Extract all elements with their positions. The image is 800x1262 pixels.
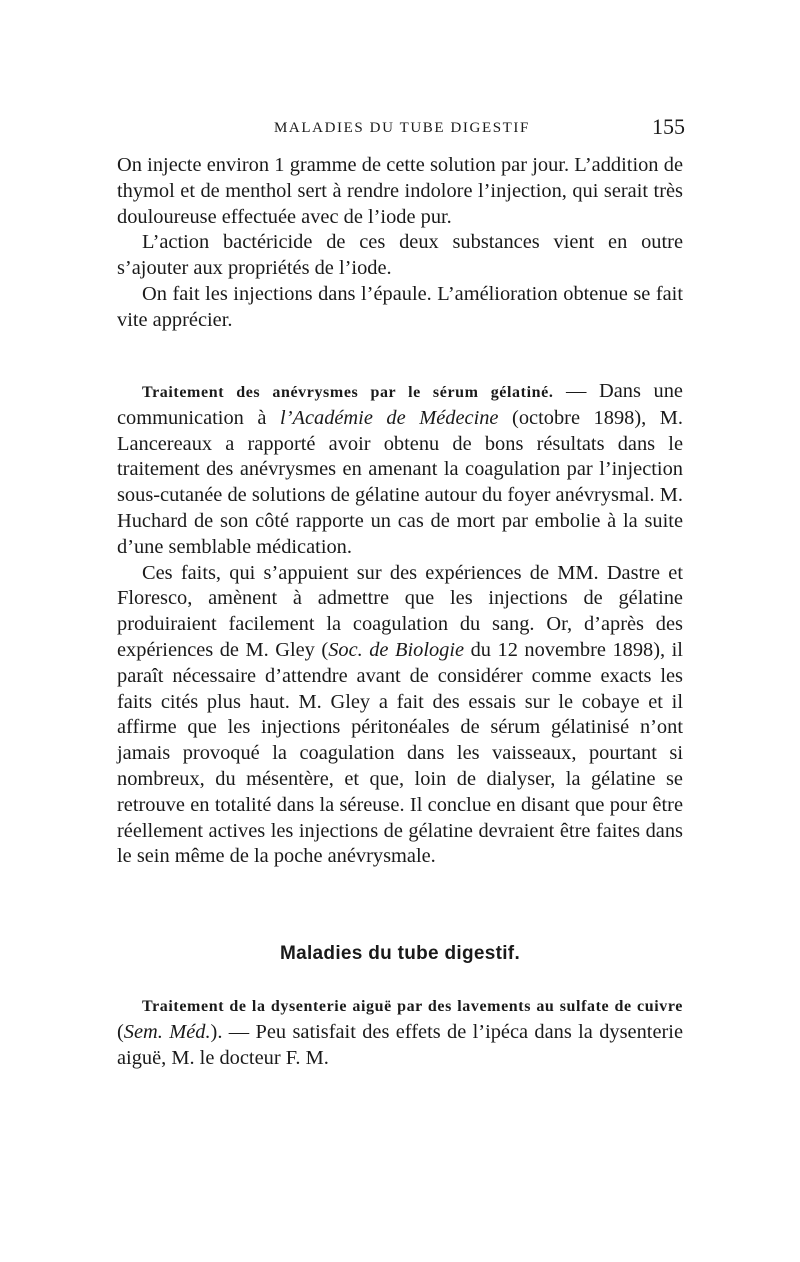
page-number: 155 — [652, 114, 685, 139]
text-run: ( — [117, 1020, 124, 1043]
dash: — — [553, 380, 600, 402]
text-run: Ces faits, qui s’appuient sur des expériences de MM. Dastre et Floresco, amènent à admettre que les injections de gélatine produiraient facilement la coagulation du sang. Or, d’après des expériences de M. Gley ( — [117, 561, 683, 661]
running-title: MALADIES DU TUBE DIGESTIF — [274, 120, 530, 136]
dash: — — [222, 1020, 256, 1043]
journal-name: l’Académie de Médecine — [280, 406, 499, 429]
paragraph: On fait les injections dans l’épaule. L’amélioration obtenue se fait vite apprécier. — [117, 282, 683, 331]
anevrysmes-article — [117, 379, 683, 870]
section-heading: Maladies du tube digestif. — [279, 943, 521, 964]
text-run: (octobre 1898), M. Lancereaux a rapporté avoir obtenu de bons résultats dans le traitement des anévrysmes en amenant la coagulation par l’injection sous-cutanée de solutions de gélatine autour du foyer anévrysmal. M. Huchard de son côté rapporte un cas de mort par embolie à la suite d’une semblable médication. — [117, 406, 684, 558]
paragraph: L’action bactéricide de ces deux substances vient en outre s’ajouter aux propriétés de l’iode. — [117, 231, 683, 280]
thymol-injection-text — [117, 153, 683, 334]
article-paragraph-2 — [117, 561, 683, 871]
text-run: Dans une communication à — [117, 380, 683, 429]
running-head — [110, 114, 685, 142]
article-heading: Traitement de la dysenterie aiguë par des lavements au sulfate de cuivre — [142, 998, 683, 1015]
paragraph: On injecte environ 1 gramme de cette solution par jour. L’addition de thymol et de menthol sert à rendre indolore l’injection, qui serait très douloureuse effectuée avec de l’iode pur. — [117, 154, 683, 228]
text-run: du 12 novembre 1898), il paraît nécessaire d’attendre avant de considérer comme exacts les faits cités plus haut. M. Gley a fait des essais sur le cobaye et il affirme que les injections péritonéales de sérum gélatinisé n’ont jamais provoqué la coagulation dans les vaisseaux, pourtant si nombreux, du mésentère, et que, loin de dialyser, la gélatine se retrouve en totalité dans la séreuse. Il conclue en disant que pour être réellement actives les injections de gélatine devraient être faites dans le sein même de la poche anévrysmale. — [117, 638, 683, 868]
article-heading: Traitement des anévrysmes par le sérum gélatiné. — [142, 384, 554, 401]
text-run: ). — [210, 1020, 223, 1043]
journal-name: Sem. Méd. — [123, 1020, 211, 1043]
article-paragraph-1 — [117, 379, 683, 561]
text-run: Peu satisfait des effets de l’ipéca dans la dysenterie aiguë, M. le docteur F. M. — [117, 1020, 684, 1069]
article-paragraph — [117, 993, 683, 1071]
dysenterie-article — [117, 993, 683, 1071]
journal-name: Soc. de Biologie — [328, 638, 465, 661]
